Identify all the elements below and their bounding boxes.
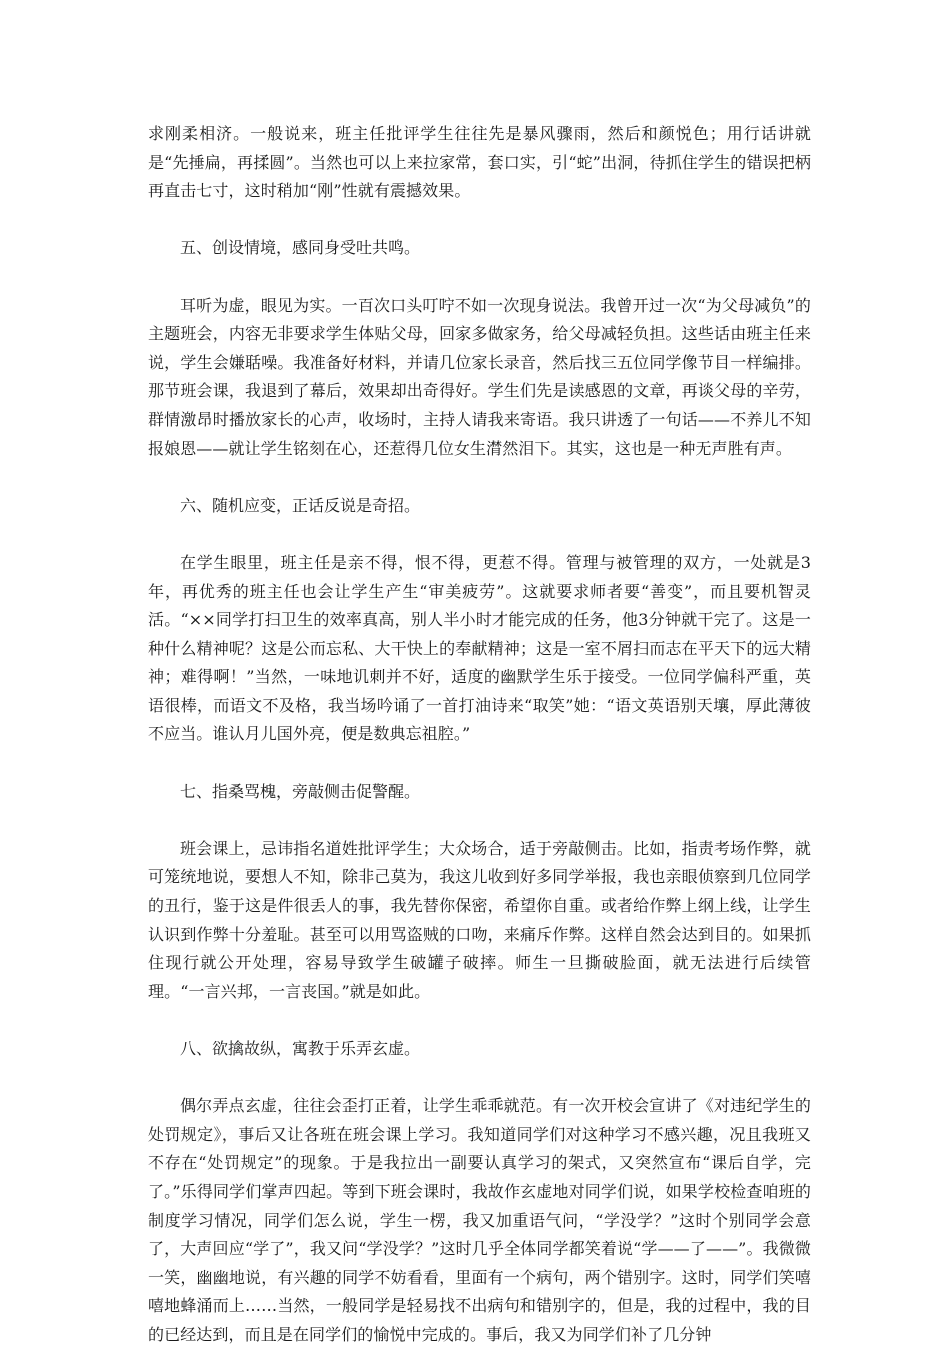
paragraph-section-7: 班会课上，忌讳指名道姓批评学生；大众场合，适于旁敲侧击。比如，指责考场作弊，就可笼统地说，要想人不知，除非己莫为，我这儿收到好多同学举报，我也亲眼侦察到几位同学的丑行，鉴于这是件很丢人的事，我先替你保密，希望你自重。或者给作弊上纲上线，让学生认识到作弊十分羞耻。甚至可以用骂盗贼的口吻，来痛斥作弊。这样自然会达到目的。如果抓住现行就公开处理，容易导致学生破罐子破摔。师生一旦撕破脸面，就无法进行后续管理。“一言兴邦，一言丧国。”就是如此。 [148,838,811,1001]
paragraph-gap [148,806,811,835]
paragraph-gap [148,749,811,778]
document-page [148,120,811,1350]
paragraph-gap [148,1064,811,1093]
paragraph-gap [148,206,811,235]
paragraph-continued: 求刚柔相济。一般说来，班主任批评学生往往先是暴风骤雨，然后和颜悦色；用行话讲就是“先捶扁，再揉圆”。当然也可以上来拉家常，套口实，引“蛇”出洞，待抓住学生的错误把柄再直击七寸，这时稍加“刚”性就有震撼效果。 [148,124,811,201]
paragraph-gap [148,263,811,292]
section-heading-6: 六、随机应变，正话反说是奇招。 [180,495,421,515]
paragraph-section-8: 偶尔弄点玄虚，往往会歪打正着，让学生乖乖就范。有一次开校会宣讲了《对违纪学生的处罚规定》，事后又让各班在班会课上学习。我知道同学们对这种学习不感兴趣，况且我班又不存在“处罚规定”的现象。于是我拉出一副要认真学习的架式，又突然宣布“课后自学，完了。”乐得同学们掌声四起。等到下班会课时，我故作玄虚地对同学们说，如果学校检查咱班的制度学习情况，同学们怎么说，学生一楞，我又加重语气问，“学没学？”这时个别同学会意了，大声回应“学了”，我又问“学没学？”这时几乎全体同学都笑着说“学——了——”。我微微一笑，幽幽地说，有兴趣的同学不妨看看，里面有一个病句，两个错别字。这时，同学们笑嘻嘻地蜂涌而上……当然，一般同学是轻易找不出病句和错别字的，但是，我的过程中，我的目的已经达到，而且是在同学们的愉悦中完成的。事后，我又为同学们补了几分钟 [148,1096,811,1344]
section-heading-8: 八、欲擒故纵，寓教于乐弄玄虚。 [180,1039,421,1058]
paragraph-gap [148,1006,811,1035]
paragraph-section-5: 耳听为虚，眼见为实。一百次口头叮咛不如一次现身说法。我曾开过一次“为父母减负”的主题班会，内容无非要求学生体贴父母，回家多做家务，给父母减轻负担。这些话由班主任来说，学生会嫌聒噪。我准备好材料，并请几位家长录音，然后找三五位同学像节目一样编排。那节班会课，我退到了幕后，效果却出奇得好。学生们先是读感恩的文章，再谈父母的辛劳，群情激昂时播放家长的心声，收场时，主持人请我来寄语。我只讲透了一句话——不养儿不知报娘恩——就让学生铭刻在心，还惹得几位女生潸然泪下。其实，这也是一种无声胜有声。 [148,295,811,458]
section-heading-5: 五、创设情境，感同身受吐共鸣。 [180,238,421,258]
paragraph-section-6: 在学生眼里，班主任是亲不得，恨不得，更惹不得。管理与被管理的双方，一处就是3年，再优秀的班主任也会让学生产生“审美疲劳”。这就要求师者要“善变”，而且要机智灵活。“××同学打扫卫生的效率真高，别人半小时才能完成的任务，他3分钟就干完了。这是一种什么精神呢？这是公而忘私、大干快上的奉献精神；这是一室不屑扫而志在平天下的远大精神；难得啊！”当然，一味地讥刺并不好，适度的幽默学生乐于接受。一位同学偏科严重，英语很棒，而语文不及格，我当场吟诵了一首打油诗来“取笑”她：“语文英语别天壤，厚此薄彼不应当。谁认月儿国外亮，便是数典忘祖腔。” [148,552,811,744]
paragraph-gap [148,463,811,492]
paragraph-gap [148,520,811,549]
section-heading-7: 七、指桑骂槐，旁敲侧击促警醒。 [180,781,421,801]
